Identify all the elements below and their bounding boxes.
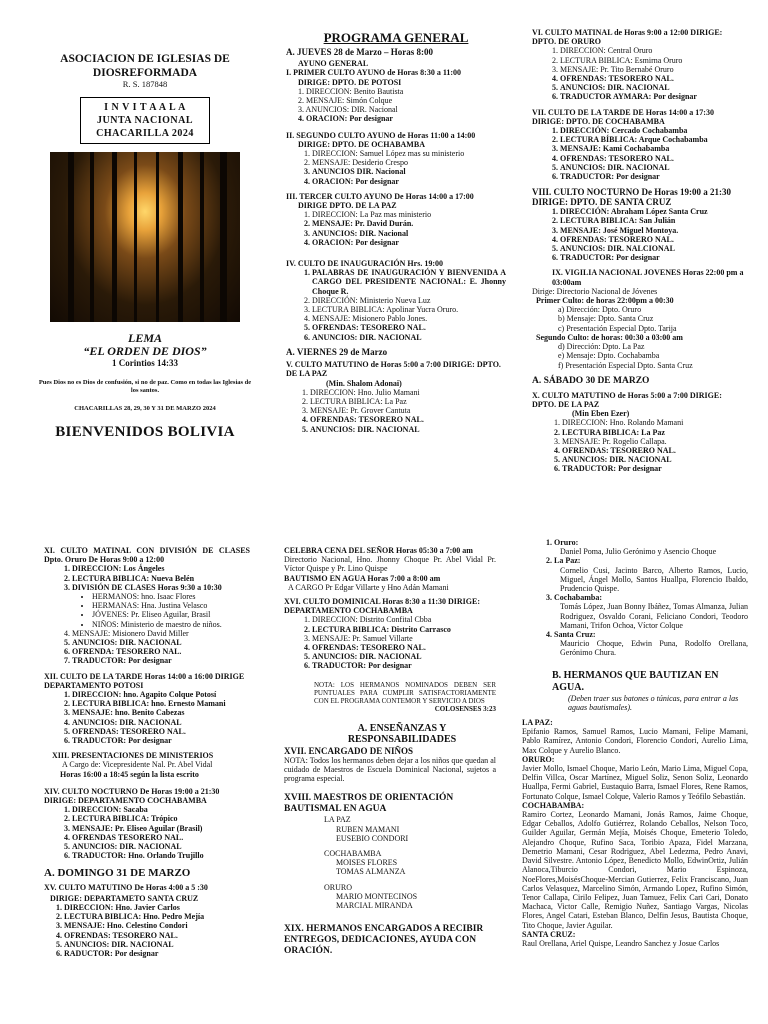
session-4-title: IV. CULTO DE INAUGURACIÓN Hrs. 19:00 bbox=[286, 259, 443, 269]
list-item: 3. MENSAJE: Pr. Tito Bernabé Oruro bbox=[560, 65, 746, 74]
session-4-list bbox=[286, 268, 506, 342]
region-names: Raul Orellana, Ariel Quispe, Leandro Sanchez y Josue Carlos bbox=[522, 938, 720, 948]
list-item: 3. MENSAJE: Pr. Rogelio Callapa. bbox=[562, 437, 746, 446]
day-saturday: A. SÁBADO 30 DE MARZO bbox=[532, 375, 650, 386]
cena-dir: Directorio Nacional, Hno. Jhonny Choque Pr. Abel Vidal Pr. Víctor Quispe y Pr. Lino Quispe bbox=[284, 555, 496, 574]
session-18-title: XVIII. MAESTROS DE ORIENTACIÓN BAUTISMAL EN AGUA bbox=[284, 793, 454, 815]
list-item: 3. DIVISIÓN DE CLASES Horas 9:30 a 10:30 bbox=[72, 583, 250, 592]
cena-title: CELEBRA CENA DEL SEÑOR Horas 05:30 a 7:00 am bbox=[284, 546, 473, 555]
session-16-title: XVI. CULTO DOMINICAL Horas 8:30 a 11:30 DIRIGE: DEPARTAMENTO COCHABAMBA bbox=[284, 597, 481, 616]
session-19-title: XIX. HERMANOS ENCARGADOS A RECIBIR ENTREGOS, DEDICACIONES, AYUDA CON ORACIÓN. bbox=[284, 924, 484, 957]
session-11-list bbox=[44, 564, 250, 592]
list-item bbox=[546, 538, 748, 556]
list-item: 1. DIRECCION: Central Oruro bbox=[560, 46, 746, 55]
list-item: • HERMANOS: hno. Isaac Flores bbox=[92, 592, 250, 601]
list-item: 2. MENSAJE: Pr. David Durán. bbox=[312, 219, 506, 228]
list-item: 5. ANUNCIOS: DIR. NALCIONAL bbox=[560, 244, 746, 253]
session-3-list bbox=[286, 210, 506, 247]
event-dates: CHACARILLAS 28, 29, 30 Y 31 DE MARZO 2024 bbox=[74, 405, 216, 413]
program-title: PROGRAMA GENERAL bbox=[323, 30, 469, 45]
session-13-line-1: A Cargo de: Vicepresidente Nal. Pr. Abel Vidal bbox=[62, 760, 213, 770]
list-item bbox=[546, 630, 748, 658]
list-item: 1. DIRECCION: La Paz mas ministerio bbox=[312, 210, 506, 219]
region-names: Epifanio Ramos, Samuel Ramos, Lucio Mamani, Felipe Mamani, Pablo Ramírez, Antonio Condori, Florencio Condori, Aurelio Lima, Max Colque y Aurelio Blanco. bbox=[522, 727, 748, 755]
list-item: 2. LECTURA BIBLICA: hno. Ernesto Mamani bbox=[72, 699, 250, 708]
session-7-title: VII. CULTO DE LA TARDE DE Horas 14:00 a 17:30 DIRIGE: DPTO. DE COCHABAMBA bbox=[532, 107, 714, 126]
list-item: 4. OFRENDAS: TESORERO NAL. bbox=[560, 154, 746, 163]
session-11-list-2 bbox=[44, 629, 250, 666]
list-item: 4. MENSAJE: Misionero Pablo Jones. bbox=[312, 314, 506, 323]
session-2-title: II. SEGUNDO CULTO AYUNO de Horas 11:00 a 14:00 bbox=[286, 130, 476, 140]
program-column-3 bbox=[44, 546, 250, 958]
list-item: 2. LECTURA BIBLICA: Trópico bbox=[72, 814, 250, 823]
region-names: Javier Mollo, Ismael Choque, Mario León, Mario Lima, Miguel Copa, Delfin Villca, Oscar Martínez, Miguel Soliz, Senon Soliz, Leonardo Huallpa, Fermi Gabriel, Eustaquio Barra, Ismael Flores, Rene Ramos, Fortunato Colque, Ismael Colque, Valerio Ramos y Teófilo Sebastián. bbox=[522, 764, 748, 801]
list-item: 3. MENSAJE: Hno. Celestino Condori bbox=[64, 921, 250, 930]
org-name-2: DIOSREFORMADA bbox=[92, 67, 198, 79]
list-item: • NIÑOS: Ministerio de maestro de niños. bbox=[92, 620, 250, 629]
bautismo-title: BAUTISMO EN AGUA Horas 7:00 a 8:00 am bbox=[284, 573, 441, 583]
session-16-list bbox=[284, 615, 496, 670]
list-item: 6. OFRENDA: TESORERO NAL. bbox=[72, 647, 250, 656]
group-name: ORURO bbox=[324, 882, 353, 892]
punctuality-ref: COLOSENSES 3:23 bbox=[434, 704, 496, 713]
list-item: 6. TRADUCTOR: Por designar bbox=[562, 464, 746, 473]
verse-text: Pues Dios no es Dios de confusión, si no de paz. Como en todas las Iglesias de los santos. bbox=[38, 379, 252, 395]
list-item: 3. MENSAJE: hno. Benito Cabezas bbox=[72, 708, 250, 717]
session-13-line-2: Horas 16:00 a 18:45 según la lista escrito bbox=[60, 769, 199, 779]
region-label: 1. Oruro: bbox=[546, 538, 579, 547]
list-item: 1. DIRECCION: Los Ángeles bbox=[72, 564, 250, 573]
punctuality-note: NOTA: LOS HERMANOS NOMINADOS DEBEN SER PUNTUALES PARA CUMPLIR SATISFACTORIAMENTE CON EL PROGRAMA CONTEMOR Y SERVICIO A DIOS bbox=[314, 680, 496, 705]
list-item: 5. ANUNCIOS: DIR. NACIONAL bbox=[72, 842, 250, 851]
day-friday: A. VIERNES 29 de Marzo bbox=[286, 346, 388, 357]
lema-label: LEMA bbox=[127, 331, 162, 346]
cover-column bbox=[30, 52, 260, 441]
list-item: d) Dirección: Dpto. La Paz bbox=[558, 342, 645, 352]
list-item: 2. MENSAJE: Simón Colque bbox=[298, 96, 393, 106]
invite-line-2: JUNTA NACIONAL bbox=[97, 115, 193, 127]
region-label: 4. Santa Cruz: bbox=[546, 630, 596, 640]
session-2-list bbox=[286, 149, 506, 186]
session-14-title: XIV. CULTO NOCTURNO De Horas 19:00 a 21:30 DIRIGE: DEPARTAMENTO COCHABAMBA bbox=[44, 786, 220, 806]
list-item: 2. LECTURA BIBLICA: Hno. Pedro Mejía bbox=[64, 912, 250, 921]
session-6-title: VI. CULTO MATINAL de Horas 9:00 a 12:00 DIRIGE: DPTO. DE ORURO bbox=[532, 28, 723, 47]
list-item: 5. ANUNCIOS: DIR. NACIONAL bbox=[560, 163, 746, 172]
session-9-part-2-list bbox=[532, 342, 746, 370]
list-item: 4. OFRENDAS: TESORERO NAL. bbox=[562, 446, 746, 455]
baptizers-heading: B. HERMANOS QUE BAUTIZAN EN AGUA. bbox=[552, 669, 719, 693]
session-8-title: VIII. CULTO NOCTURNO De Horas 19:00 a 21:30 DIRIGE: DPTO. DE SANTA CRUZ bbox=[532, 187, 732, 208]
forest-image bbox=[50, 152, 240, 322]
list-item: 2. LECTURA BIBLICA: Distrito Carrasco bbox=[312, 625, 496, 634]
list-item: 5. ANUNCIOS: DIR. NACIONAL bbox=[560, 83, 746, 92]
program-column-4 bbox=[284, 546, 496, 957]
group-person: EUSEBIO CONDORI bbox=[336, 833, 409, 843]
invite-line-1: I N V I T A A L A bbox=[104, 102, 186, 114]
list-item: 5. OFRENDAS: TESORERO NAL. bbox=[72, 727, 250, 736]
list-item: • JÓVENES: Pr. Eliseo Aguilar, Brasil bbox=[92, 610, 250, 619]
list-item: 3. ANUNCIOS DIR. Nacional bbox=[312, 167, 506, 176]
session-8-list bbox=[532, 207, 746, 262]
list-item: 6. TRADUCTOR: Por designar bbox=[312, 661, 496, 670]
list-item: 1. DIRECCION: Benito Bautista bbox=[298, 86, 404, 96]
list-item: 5. ANUNCIOS: DIR. NACIONAL bbox=[562, 455, 746, 464]
session-11-title: XI. CULTO MATINAL CON DIVISIÓN DE CLASES Dpto. Oruro De Horas 9:00 a 12:00 bbox=[44, 546, 250, 565]
list-item: 6. TRADUCTOR AYMARA: Por designar bbox=[560, 92, 746, 101]
list-item bbox=[546, 593, 748, 630]
list-item: 3. MENSAJE: Pr. Grover Cantuta bbox=[310, 406, 506, 415]
session-9-title: IX. VIGILIA NACIONAL JOVENES Horas 22:00 pm a 03:00am bbox=[552, 268, 744, 287]
session-5-title: V. CULTO MATUTINO de Horas 5:00 a 7:00 DIRIGE: DPTO. DE LA PAZ bbox=[286, 360, 501, 379]
group-person: MARCIAL MIRANDA bbox=[336, 901, 413, 911]
list-item: 4. OFRENDAS: TESORERO NAL. bbox=[64, 931, 250, 940]
group-oruro bbox=[324, 883, 496, 911]
org-name-1: ASOCIACION DE IGLESIAS DE bbox=[60, 53, 230, 65]
classes-list bbox=[44, 592, 250, 629]
list-item: 1. DIRECCION: Sacaba bbox=[72, 805, 250, 814]
list-item: 5. ANUNCIOS: DIR. NACIONAL bbox=[312, 652, 496, 661]
list-item: f) Presentación Especial Dpto. Santa Cruz bbox=[558, 360, 693, 370]
lema-text: “EL ORDEN DE DIOS” bbox=[83, 344, 207, 359]
group-person: MARIO MONTECINOS bbox=[336, 891, 418, 901]
verse-ref: 1 Corintios 14:33 bbox=[112, 358, 178, 369]
list-item: 2. LECTURA BÍBLICA: Arque Cochabamba bbox=[560, 135, 746, 144]
list-item: 3. ANUNCIOS: DIR. Nacional bbox=[298, 105, 398, 115]
region-names: Cornelio Cusi, Jacinto Barco, Alberto Ramos, Lucio, Miguel, Ángel Mollo, Santos Huallpa, Florencio Ibaldo, Prudencio Quispe. bbox=[560, 565, 748, 594]
session-17-title: XVII. ENCARGADO DE NIÑOS bbox=[284, 745, 414, 756]
list-item: 5. OFRENDAS: TESORERO NAL. bbox=[312, 323, 506, 332]
session-9-part-1: Primer Culto: de horas 22:00pm a 00:30 bbox=[536, 296, 674, 306]
session-2-dir: DIRIGE: DPTO. DE OCHABAMBA bbox=[298, 139, 425, 149]
list-item: 1. DIRECCIÓN: Cercado Cochabamba bbox=[560, 126, 746, 135]
list-item: 4. OFRENDAS TESORERO NAL. bbox=[72, 833, 250, 842]
teachers-groups bbox=[284, 815, 496, 910]
session-9-part-1-list bbox=[532, 305, 746, 333]
day-sunday: A. DOMINGO 31 DE MARZO bbox=[44, 866, 191, 879]
welcome-heading: BIENVENIDOS BOLIVIA bbox=[55, 424, 235, 441]
session-5-sub: (Min. Shalom Adonai) bbox=[326, 378, 402, 388]
session-10-sub: (Min Eben Ezer) bbox=[572, 409, 630, 419]
registration: R. S. 187848 bbox=[122, 79, 168, 89]
session-12-title: XII. CULTO DE LA TARDE Horas 14:00 a 16:00 DIRIGE DEPARTAMENTO POTOSI bbox=[44, 671, 245, 690]
region-names: Ramiro Cortez, Leonardo Mamani, Jonás Ramos, Jaime Choque, Edgar Ceballos, Adolfo Gutiérrez, Rolando Ceballos, Nelson Toco, Guilder Aguilar, Germán Mejía, Moisés Choque, Emeterio Toledo, Alejandro Choque, Rufino Saca, Toribio Apaza, Fidel Marzana, Demetrio Mamani, Cesar Rodriguez, Abel Ledezma, Pedro Anavi, David Silvestre. Antonio López, Benedicto Mollo, EdwinOrtiz, Julián Alanoca,Tiburcio Condori, Mario Espinoza, NoeFlores,MoisésChoque-Mercian Gutierrez, Felix Franciscano, Juan Carlos Velasquez, Marcelino Simón, Armando Lopez, Rufino Simón, Tenor Callapa, Cirilo Felipez, Juan Tamuez, Felix Cari Cari, Donato Machaca, Victor Calle, Remigio Nuñez, Santiago Vargas, Nicolas Flores, Angel Catari, Esteban Blanco, Delfin Jesus, Bautista Choque, Tito Choque, Javier Aguilar. bbox=[522, 810, 748, 930]
session-10-title: X. CULTO MATUTINO de Horas 5:00 a 7:00 DIRIGE: DPTO. DE LA PAZ bbox=[532, 390, 722, 409]
session-9-dir: Dirige: Directorio Nacional de Jóvenes bbox=[532, 286, 658, 296]
list-item: 6. TRADUCTOR: Por designar bbox=[560, 172, 746, 181]
region-label: LA PAZ: bbox=[522, 718, 553, 728]
region-label: COCHABAMBA: bbox=[522, 800, 585, 810]
list-item: e) Mensaje: Dpto. Cochabamba bbox=[558, 351, 660, 361]
list-item: 2. DIRECCIÓN: Ministerio Nueva Luz bbox=[312, 296, 506, 305]
group-person: RUBEN MAMANI bbox=[336, 824, 400, 834]
session-1-list bbox=[286, 87, 506, 124]
session-1-title: I. PRIMER CULTO AYUNO de Horas 8:30 a 11:00 bbox=[286, 68, 462, 78]
list-item: a) Dirección: Dpto. Oruro bbox=[558, 305, 642, 315]
session-10-list bbox=[532, 418, 746, 473]
baptizers-regions bbox=[522, 718, 748, 948]
list-item: 3. ANUNCIOS: DIR. Nacional bbox=[312, 229, 506, 238]
list-item: 2. LECTURA BIBLICA: Esmirna Oruro bbox=[560, 56, 746, 65]
list-item: 2. LECTURA BIBLICA: Nueva Belén bbox=[72, 574, 250, 583]
group-la-paz bbox=[324, 815, 496, 843]
list-item: 1. DIRECCION: Distrito Confital Cbba bbox=[312, 615, 496, 624]
program-column-2 bbox=[532, 28, 746, 474]
region-label: 3. Cochabamba: bbox=[546, 593, 603, 603]
list-item: c) Presentación Especial Dpto. Tarija bbox=[558, 323, 677, 333]
list-item: 4. OFRENDAS: TESORERO NAL. bbox=[310, 415, 506, 424]
list-item: 3. LECTURA BIBLICA: Apolinar Yucra Oruro. bbox=[312, 305, 506, 314]
receivers-list bbox=[522, 538, 748, 658]
group-name: LA PAZ bbox=[324, 815, 351, 825]
list-item: 3. MENSAJE: Pr. Eliseo Aguilar (Brasil) bbox=[72, 824, 250, 833]
baptizers-note: (Deben traer sus batones o túnicas, para entrar a las aguas bautismales). bbox=[568, 693, 739, 712]
list-item: 4. MENSAJE: Misionero David Miller bbox=[72, 629, 250, 638]
list-item: 5. ANUNCIOS: DIR. NACIONAL bbox=[64, 940, 250, 949]
list-item: 6. TRADUCTOR: Hno. Orlando Trujillo bbox=[72, 851, 250, 860]
list-item: 2. LECTURA BIBLICA: La Paz bbox=[562, 428, 746, 437]
session-12-list bbox=[44, 690, 250, 745]
session-1-dir: DIRIGE: DPTO. DE POTOSI bbox=[298, 77, 402, 87]
session-6-list bbox=[532, 46, 746, 101]
session-13-title: XIII. PRESENTACIONES DE MINISTERIOS bbox=[52, 751, 214, 761]
invite-line-3: CHACARILLA 2024 bbox=[96, 128, 194, 140]
session-17-note: NOTA: Todos los hermanos deben dejar a los niños que quedan al cuidado de Maestros de Escuela Dominical Nacional, sujetos a programa especial. bbox=[284, 755, 496, 784]
group-person: MOISES FLORES bbox=[336, 858, 398, 868]
list-item: 3. MENSAJE: Kami Cochabamba bbox=[560, 144, 746, 153]
list-item: 4. OFRENDAS: TESORERO NAL. bbox=[560, 235, 746, 244]
session-15-title: XV. CULTO MATUTINO De Horas 4:00 a 5 :30 bbox=[44, 882, 208, 892]
list-item: 1. DIRECCION: Hno. Javier Carlos bbox=[64, 903, 250, 912]
session-15-dir: DIRIGE: DEPARTAMETO SANTA CRUZ bbox=[50, 893, 199, 903]
list-item: 4. OFRENDAS: TESORERO NAL. bbox=[312, 643, 496, 652]
list-item: 4. ANUNCIOS: DIR. NACIONAL bbox=[72, 718, 250, 727]
list-item: 6. TRADUCTOR: Por designar bbox=[560, 253, 746, 262]
group-person: TOMAS ALMANZA bbox=[336, 867, 406, 877]
teachings-heading: A. ENSEÑANZAS Y RESPONSABILIDADES bbox=[347, 722, 457, 746]
program-column-5 bbox=[522, 538, 748, 948]
list-item: 4. ORACION: Por designar bbox=[312, 177, 506, 186]
session-5-list bbox=[286, 388, 506, 434]
group-cochabamba bbox=[324, 849, 496, 877]
list-item: 7. TRADUCTOR: Por designar bbox=[72, 656, 250, 665]
session-7-list bbox=[532, 126, 746, 181]
list-item: 5. ANUNCIOS: DIR. NACIONAL bbox=[72, 638, 250, 647]
list-item: 1. PALABRAS DE INAUGURACIÓN Y BIENVENIDA A CARGO DEL PRESIDENTE NACIONAL: E. Jhonny Choque R. bbox=[312, 268, 506, 296]
list-item: 6. TRADUCTOR: Por designar bbox=[72, 736, 250, 745]
day-thursday: A. JUEVES 28 de Marzo – Horas 8:00 bbox=[286, 47, 433, 57]
region-label: ORURO: bbox=[522, 754, 555, 764]
program-column-1 bbox=[286, 30, 506, 434]
list-item: 4. OFRENDAS: TESORERO NAL. bbox=[560, 74, 746, 83]
session-15-list bbox=[44, 903, 250, 958]
region-names: Mauricio Choque, Edwin Puna, Rodolfo Orellana, Gerónimo Chura. bbox=[560, 639, 748, 658]
list-item: 1. DIRECCION: Samuel López mas su ministerio bbox=[312, 149, 506, 158]
list-item: 6. ANUNCIOS: DIR. NACIONAL bbox=[312, 333, 506, 342]
session-3-dir: DIRIGE DPTO. DE LA PAZ bbox=[298, 201, 397, 211]
bautismo-cargo: A CARGO Pr Edgar Villarte y Hno Adán Mamani bbox=[288, 582, 449, 592]
invite-box bbox=[80, 97, 210, 144]
list-item: 1. DIRECCION: Hno. Rolando Mamani bbox=[562, 418, 746, 427]
session-14-list bbox=[44, 805, 250, 860]
session-9-part-2: Segundo Culto: de horas: 00:30 a 03:00 am bbox=[536, 332, 683, 342]
list-item: 1. DIRECCION: Hno. Julio Mamani bbox=[310, 388, 506, 397]
list-item: 3. MENSAJE: José Miguel Montoya. bbox=[560, 226, 746, 235]
region-names: Daniel Poma, Julio Gerónimo y Asencio Choque bbox=[560, 547, 717, 557]
list-item bbox=[546, 556, 748, 593]
list-item: 2. MENSAJE: Desiderio Crespo bbox=[312, 158, 506, 167]
region-label: 2. La Paz: bbox=[546, 556, 581, 566]
region-names: Tomás López, Juan Bonny Ibáñez, Tomas Almanza, Julian Rodriguez, Osvaldo Corani, Feliciano Condori, Teodoro Mamani, Trifon Ochoa, Víctor Colque bbox=[560, 602, 748, 630]
ayuno-label: AYUNO GENERAL bbox=[298, 59, 369, 69]
list-item: 1. DIRECCIÓN: Abraham López Santa Cruz bbox=[560, 207, 746, 216]
session-3-title: III. TERCER CULTO AYUNO De Horas 14:00 a 17:00 bbox=[286, 191, 474, 201]
list-item: • HERMANAS: Hna. Justina Velasco bbox=[92, 601, 250, 610]
list-item: 6. RADUCTOR: Por designar bbox=[64, 949, 250, 958]
region-label: SANTA CRUZ: bbox=[522, 929, 576, 939]
list-item: b) Mensaje: Dpto. Santa Cruz bbox=[558, 314, 654, 324]
list-item: 2. LECTURA BIBLICA: La Paz bbox=[310, 397, 506, 406]
list-item: 4. ORACION: Por designar bbox=[312, 238, 506, 247]
list-item: 2. LECTURA BIBLICA: San Julián bbox=[560, 216, 746, 225]
list-item: 3. MENSAJE: Pr. Samuel Villarte bbox=[312, 634, 496, 643]
group-name: COCHABAMBA bbox=[324, 849, 382, 859]
list-item: 4. ORACION: Por designar bbox=[298, 114, 393, 124]
list-item: 5. ANUNCIOS: DIR. NACIONAL bbox=[310, 425, 506, 434]
list-item: 1. DIRECCION: hno. Agapito Colque Potosí bbox=[72, 690, 250, 699]
